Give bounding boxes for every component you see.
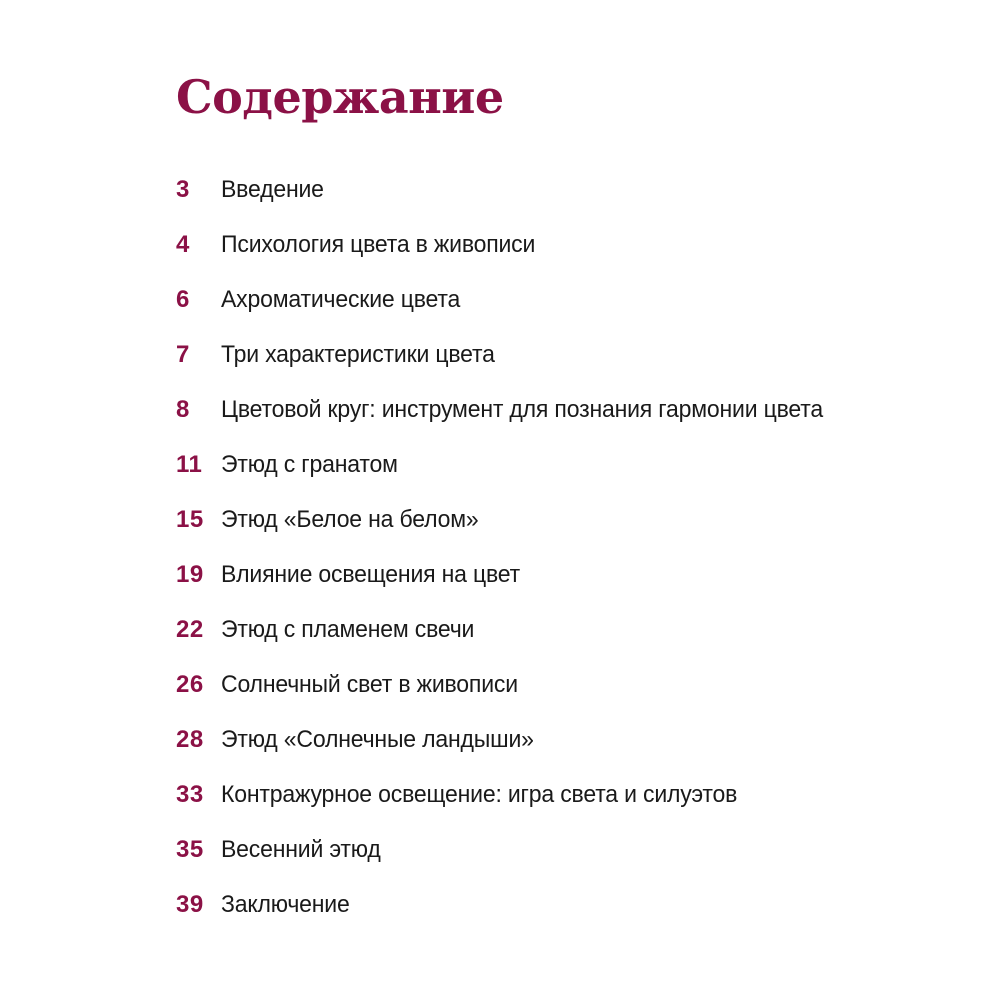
toc-page-number: 33	[176, 781, 204, 808]
toc-entry-title: Введение	[221, 176, 324, 203]
toc-entry	[176, 827, 856, 873]
toc-entry	[176, 717, 856, 763]
toc-entry-title: Три характеристики цвета	[221, 341, 495, 368]
toc-entry	[176, 387, 856, 433]
toc-entry	[176, 222, 856, 268]
toc-page-number: 39	[176, 891, 204, 918]
toc-entry	[176, 442, 856, 488]
toc-page-number: 6	[176, 286, 190, 313]
toc-entry-title: Весенний этюд	[221, 836, 381, 863]
toc-page-number: 8	[176, 396, 190, 423]
toc-entry-title: Цветовой круг: инструмент для познания гармонии цвета	[221, 396, 823, 423]
toc-entry-title: Ахроматические цвета	[221, 286, 461, 313]
toc-page-number: 22	[176, 616, 204, 643]
toc-entry	[176, 772, 856, 818]
toc-entry	[176, 277, 856, 323]
toc-page-number: 7	[176, 341, 190, 368]
toc-page-number: 19	[176, 561, 204, 588]
toc-entry	[176, 607, 856, 653]
toc-entry-title: Заключение	[221, 891, 350, 918]
toc-list	[176, 167, 856, 937]
toc-entry-title: Этюд с гранатом	[221, 451, 398, 478]
toc-entry-title: Влияние освещения на цвет	[221, 561, 521, 588]
toc-entry	[176, 552, 856, 598]
toc-entry-title: Контражурное освещение: игра света и силуэтов	[221, 781, 738, 808]
page-title: Содержание	[176, 70, 504, 124]
toc-entry	[176, 167, 856, 213]
toc-entry	[176, 662, 856, 708]
toc-entry	[176, 882, 856, 928]
toc-entry	[176, 497, 856, 543]
toc-page-number: 28	[176, 726, 204, 753]
toc-page-number: 35	[176, 836, 204, 863]
toc-page-number: 4	[176, 231, 190, 258]
toc-entry-title: Солнечный свет в живописи	[221, 671, 518, 698]
toc-entry-title: Этюд «Белое на белом»	[221, 506, 479, 533]
toc-entry-title: Этюд с пламенем свечи	[221, 616, 475, 643]
toc-entry-title: Этюд «Солнечные ландыши»	[221, 726, 534, 753]
toc-entry	[176, 332, 856, 378]
toc-page-number: 11	[176, 451, 203, 478]
toc-page-number: 3	[176, 176, 190, 203]
toc-page-number: 15	[176, 506, 204, 533]
toc-page-number: 26	[176, 671, 204, 698]
toc-entry-title: Психология цвета в живописи	[221, 231, 536, 258]
